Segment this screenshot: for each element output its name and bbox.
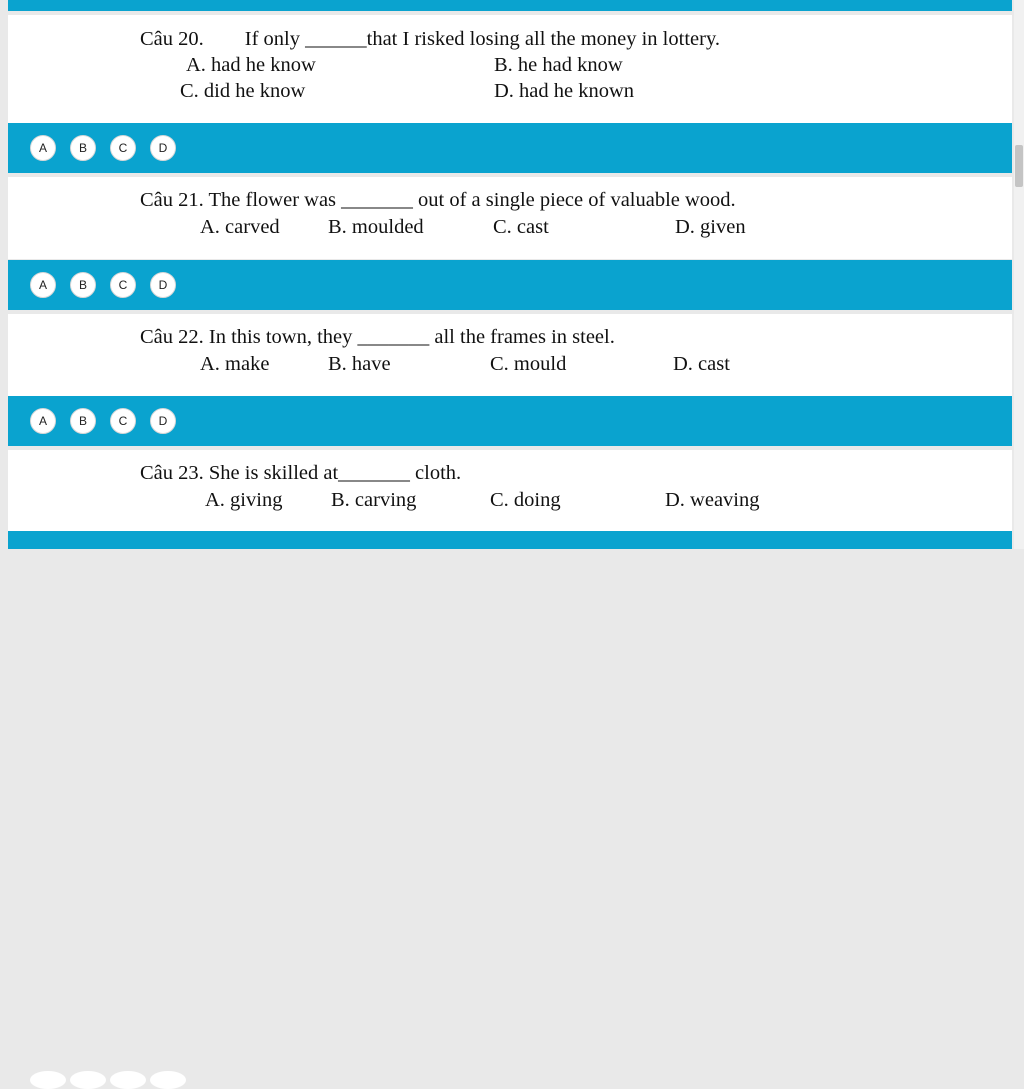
question-card-22	[8, 314, 1012, 396]
choice-c-button-partial[interactable]	[110, 1071, 146, 1089]
option-d: D. weaving	[665, 489, 760, 511]
option-d: D. cast	[673, 353, 730, 375]
stem-text: Câu 20. If only	[140, 28, 306, 50]
answer-bar-21	[8, 260, 1012, 310]
stem-text-end: out of a single piece of valuable wood.	[412, 189, 736, 211]
stem-text: Câu 21. The flower was	[140, 189, 342, 211]
stem-blank: _______	[338, 462, 410, 484]
vertical-scrollbar[interactable]	[1014, 0, 1024, 549]
option-c: C. doing	[490, 489, 561, 511]
option-b: B. moulded	[328, 216, 424, 238]
option-b: B. carving	[331, 489, 417, 511]
answer-bar-23	[8, 531, 1012, 549]
choice-a-button-partial[interactable]	[30, 1071, 66, 1089]
option-a: A. giving	[205, 489, 283, 511]
question-stem-22	[140, 325, 615, 349]
stem-blank: _______	[341, 189, 413, 211]
option-d: D. given	[675, 216, 746, 238]
choice-c-button[interactable]: C	[110, 408, 136, 434]
choice-a-button[interactable]: A	[30, 135, 56, 161]
stem-blank: ______	[305, 28, 367, 50]
choice-c-button[interactable]: C	[110, 135, 136, 161]
choice-d-button[interactable]: D	[150, 135, 176, 161]
answer-bar-20	[8, 123, 1012, 173]
choice-a-button[interactable]: A	[30, 272, 56, 298]
answer-bar-previous	[8, 0, 1012, 11]
scrollbar-thumb[interactable]	[1015, 145, 1023, 187]
choice-b-button[interactable]: B	[70, 408, 96, 434]
stem-text: Câu 23. She is skilled at	[140, 462, 339, 484]
choice-b-button[interactable]: B	[70, 272, 96, 298]
option-b: B. have	[328, 353, 391, 375]
option-b: B. he had know	[494, 54, 623, 76]
question-stem-21	[140, 188, 736, 212]
answer-bar-22	[8, 396, 1012, 446]
choice-c-button[interactable]: C	[110, 272, 136, 298]
question-card-20	[8, 15, 1012, 123]
stem-text: Câu 22. In this town, they	[140, 326, 358, 348]
option-c: C. mould	[490, 353, 567, 375]
choice-b-button[interactable]: B	[70, 135, 96, 161]
choice-a-button[interactable]: A	[30, 408, 56, 434]
question-stem-23	[140, 461, 461, 485]
option-c: C. did he know	[180, 80, 306, 102]
option-a: A. make	[200, 353, 270, 375]
stem-blank: _______	[357, 326, 430, 348]
question-card-23	[8, 450, 1012, 531]
question-card-21	[8, 177, 1012, 259]
choice-d-button[interactable]: D	[150, 272, 176, 298]
choice-d-button-partial[interactable]	[150, 1071, 186, 1089]
choice-b-button-partial[interactable]	[70, 1071, 106, 1089]
quiz-page	[0, 0, 1014, 549]
stem-text-end: all the frames in steel.	[429, 326, 615, 348]
choice-d-button[interactable]: D	[150, 408, 176, 434]
option-c: C. cast	[493, 216, 549, 238]
option-a: A. had he know	[186, 54, 316, 76]
option-d: D. had he known	[494, 80, 635, 102]
stem-text-end: that I risked losing all the money in lottery.	[366, 28, 720, 50]
question-stem-20	[140, 27, 720, 51]
stem-text-end: cloth.	[409, 462, 462, 484]
option-a: A. carved	[200, 216, 280, 238]
